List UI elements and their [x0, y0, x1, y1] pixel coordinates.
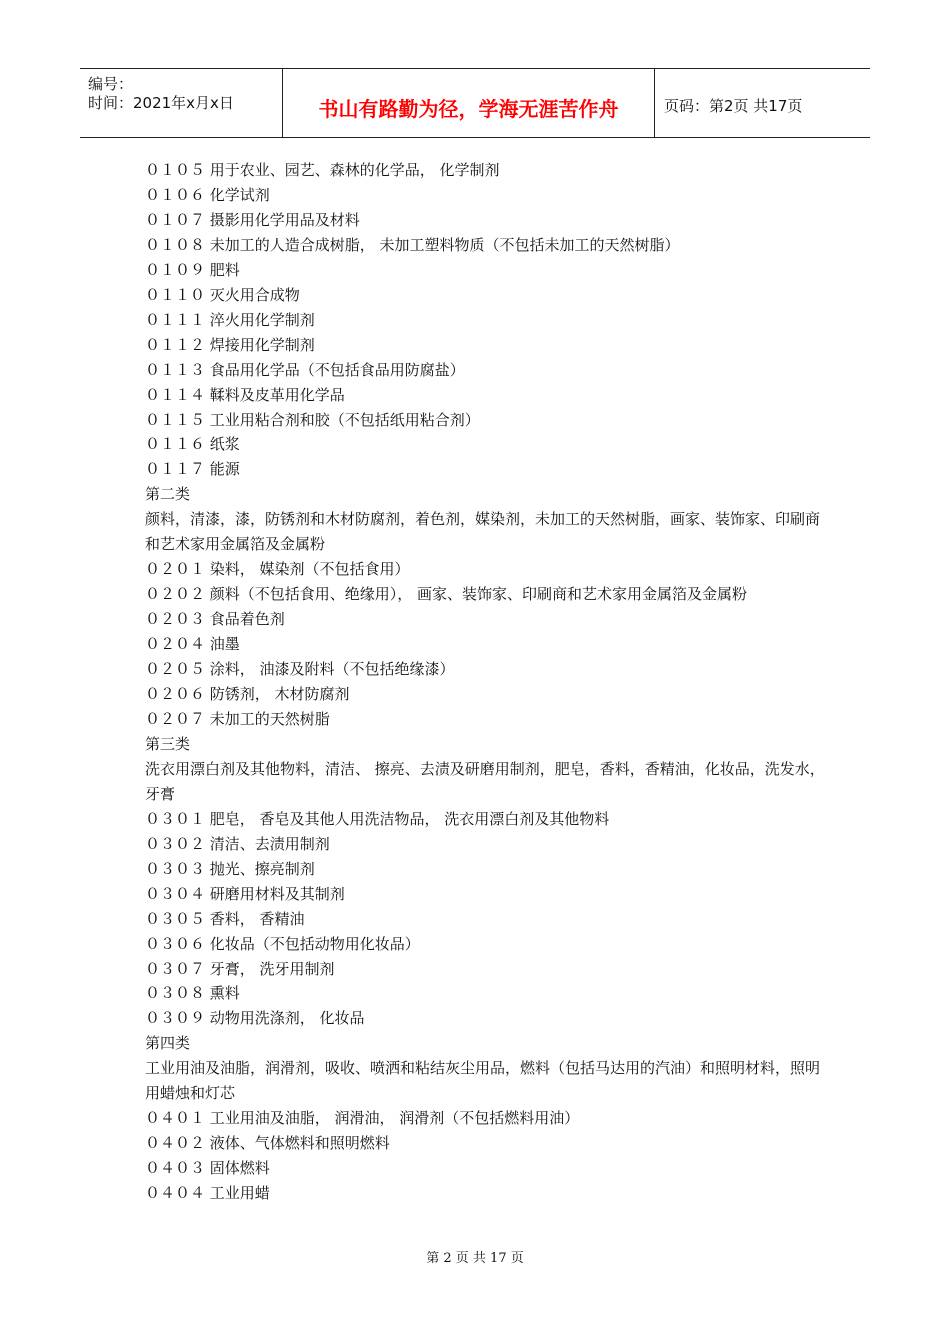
page-header — [80, 68, 870, 138]
list-item: ０３０８ 熏料 — [145, 984, 240, 1003]
list-item: ０３０１ 肥皂， 香皂及其他人用洗洁物品， 洗衣用漂白剂及其他物料 — [145, 809, 610, 828]
list-item: ０３０２ 清洁、去渍用制剂 — [145, 834, 330, 853]
section-heading: 第二类 — [145, 485, 191, 504]
list-item: ０４０２ 液体、气体燃料和照明燃料 — [145, 1134, 390, 1153]
list-item: ０３０５ 香料， 香精油 — [145, 909, 305, 928]
header-motto-cell — [283, 69, 655, 137]
list-item: ０１０５ 用于农业、园艺、森林的化学品， 化学制剂 — [145, 161, 500, 179]
list-item: ０１１４ 鞣料及皮革用化学品 — [145, 385, 345, 404]
list-item: ０２０７ 未加工的天然树脂 — [145, 709, 330, 728]
list-item: ０１１２ 焊接用化学制剂 — [145, 335, 315, 354]
list-item: ０１０８ 未加工的人造合成树脂， 未加工塑料物质（不包括未加工的天然树脂） — [145, 235, 680, 254]
list-item: ０２０１ 染料， 媒染剂（不包括食用） — [145, 560, 410, 579]
list-item: ０３０４ 研磨用材料及其制剂 — [145, 884, 345, 903]
page-info: 页码：第2页 共17页 — [664, 97, 803, 115]
list-item: ０４０１ 工业用油及油脂， 润滑油， 润滑剂（不包括燃料用油） — [145, 1109, 580, 1128]
list-item: ０１１７ 能源 — [145, 460, 240, 479]
list-item: ０３０７ 牙膏， 洗牙用制剂 — [145, 959, 335, 978]
list-item: ０２０５ 涂料， 油漆及附料（不包括绝缘漆） — [145, 660, 455, 679]
header-page-cell — [655, 69, 870, 137]
section-heading: 第四类 — [145, 1034, 191, 1053]
list-item: ０３０９ 动物用洗涤剂， 化妆品 — [145, 1009, 365, 1028]
section-description: 洗衣用漂白剂及其他物料，清洁、 擦亮、去渍及研磨用制剂，肥皂，香料，香精油，化妆品，洗发水，牙膏 — [145, 759, 825, 803]
section-description: 工业用油及油脂，润滑剂，吸收、喷洒和粘结灰尘用品，燃料（包括马达用的汽油）和照明材料，照明用蜡烛和灯芯 — [145, 1059, 821, 1103]
list-item: ０１０６ 化学试剂 — [145, 185, 270, 204]
section-description: 颜料，清漆，漆，防锈剂和木材防腐剂，着色剂，媒染剂，未加工的天然树脂，画家、装饰家、印刷商和艺术家用金属箔及金属粉 — [145, 510, 821, 554]
list-item: ０２０２ 颜料（不包括食用、绝缘用）， 画家、装饰家、印刷商和艺术家用金属箔及金属粉 — [145, 585, 748, 604]
list-item: ０１１６ 纸浆 — [145, 435, 240, 454]
list-item: ０１０７ 摄影用化学用品及材料 — [145, 210, 360, 229]
list-item: ０２０４ 油墨 — [145, 635, 240, 654]
document-body — [145, 158, 825, 1206]
motto: 书山有路勤为径，学海无涯苦作舟 — [318, 97, 619, 121]
list-item: ０１１３ 食品用化学品（不包括食品用防腐盐） — [145, 360, 465, 379]
time-label: 时间：2021年x月x日 — [88, 94, 234, 112]
list-item: ０３０３ 抛光、擦亮制剂 — [145, 859, 315, 878]
list-item: ０１１５ 工业用粘合剂和胶（不包括纸用粘合剂） — [145, 410, 480, 429]
list-item: ０４０４ 工业用蜡 — [145, 1184, 270, 1203]
header-meta-cell — [80, 69, 283, 137]
page-footer: 第 2 页 共 17 页 — [426, 1251, 524, 1266]
list-item: ０４０３ 固体燃料 — [145, 1159, 270, 1178]
list-item: ０１１１ 淬火用化学制剂 — [145, 310, 315, 329]
section-heading: 第三类 — [145, 734, 191, 753]
list-item: ０２０３ 食品着色剂 — [145, 610, 285, 629]
list-item: ０２０６ 防锈剂， 木材防腐剂 — [145, 685, 350, 704]
code-label: 编号： — [88, 75, 134, 93]
list-item: ０１１０ 灭火用合成物 — [145, 285, 300, 304]
list-item: ０１０９ 肥料 — [145, 260, 240, 279]
list-item: ０３０６ 化妆品（不包括动物用化妆品） — [145, 934, 420, 953]
